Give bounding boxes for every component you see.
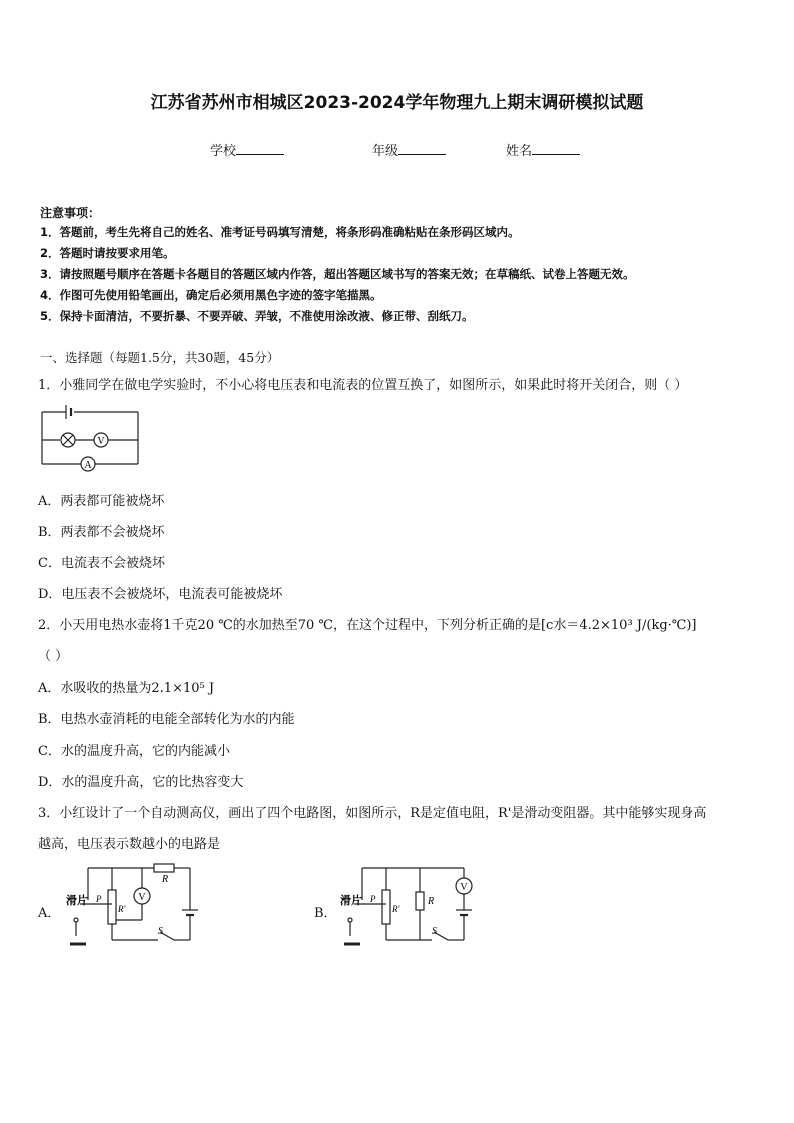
r-prime-label: R' [392, 904, 400, 914]
voltmeter-label: V [97, 436, 105, 447]
question-2-stem: 2．小天用电热水壶将1千克20 ℃的水加热至70 ℃，在这个过程中，下列分析正确的是[c水＝4.2×10³ J/(kg·℃)] [38, 618, 697, 633]
voltmeter-label: V [460, 882, 468, 893]
q2-option-c[interactable]: C．水的温度升高，它的内能减小 [38, 744, 230, 759]
question-2-stem-line2: （ ） [38, 649, 69, 664]
voltmeter-label: V [138, 892, 146, 903]
name-label: 姓名 [506, 144, 533, 159]
q3-option-a[interactable]: A． [38, 906, 61, 921]
r-label: R [162, 874, 169, 885]
school-field [210, 140, 284, 159]
q2-option-d[interactable]: D．水的温度升高，它的比热容变大 [38, 775, 244, 790]
q3-option-b[interactable]: B． [314, 906, 337, 921]
p-label: P [96, 894, 102, 904]
grade-field [372, 140, 446, 159]
p-label: P [370, 894, 376, 904]
s-label: S [158, 926, 163, 937]
q2-option-b[interactable]: B．电热水壶消耗的电能全部转化为水的内能 [38, 712, 295, 727]
q1-option-b[interactable]: B．两表都不会被烧坏 [38, 525, 165, 540]
section-title: 一、选择题（每题1.5分，共30题，45分） [40, 350, 280, 365]
notice-item: 5．保持卡面清洁，不要折暴、不要弄破、弄皱，不准使用涂改液、修正带、刮纸刀。 [40, 309, 474, 323]
q3-circuit-b-figure [336, 860, 476, 952]
question-1-stem: 1．小雅同学在做电学实验时，不小心将电压表和电流表的位置互换了，如图所示，如果此时将开关闭合，则（ ） [38, 378, 688, 393]
notice-heading: 注意事项： [40, 206, 101, 220]
q1-option-d[interactable]: D．电压表不会被烧坏，电流表可能被烧坏 [38, 587, 283, 602]
notice-item: 1．答题前，考生先将自己的姓名、准考证号码填写清楚，将条形码准确粘贴在条形码区域内。 [40, 225, 520, 239]
s-label: S [432, 926, 437, 937]
name-field [506, 140, 580, 159]
school-blank[interactable] [236, 142, 284, 155]
ammeter-label: A [84, 460, 92, 471]
r-prime-label: R' [118, 904, 126, 914]
name-blank[interactable] [532, 142, 580, 155]
grade-blank[interactable] [398, 142, 446, 155]
notice-item: 3．请按照题号顺序在答题卡各题目的答题区域内作答，超出答题区域书写的答案无效；在草稿纸、试卷上答题无效。 [40, 267, 635, 281]
slider-label: 滑片 [340, 895, 362, 907]
question-3-stem: 3．小红设计了一个自动测高仪，画出了四个电路图，如图所示，R是定值电阻，R'是滑动变阻器。其中能够实现身高 [38, 806, 707, 821]
slider-label: 滑片 [66, 895, 88, 907]
q1-circuit-figure [38, 400, 148, 472]
q3-circuit-a-figure [62, 860, 202, 952]
q1-option-a[interactable]: A．两表都可能被烧坏 [38, 494, 165, 509]
notice-item: 4．作图可先使用铅笔画出，确定后必须用黑色字迹的签字笔描黑。 [40, 288, 382, 302]
r-label: R [428, 896, 435, 907]
q2-option-a[interactable]: A．水吸收的热量为2.1×10⁵ J [38, 681, 215, 696]
grade-label: 年级 [372, 144, 399, 159]
q1-option-c[interactable]: C．电流表不会被烧坏 [38, 556, 165, 571]
notice-item: 2．答题时请按要求用笔。 [40, 246, 175, 260]
page-title: 江苏省苏州市相城区2023-2024学年物理九上期末调研模拟试题 [150, 93, 644, 113]
school-label: 学校 [210, 144, 237, 159]
question-3-stem-line2: 越高，电压表示数越小的电路是 [38, 837, 221, 852]
